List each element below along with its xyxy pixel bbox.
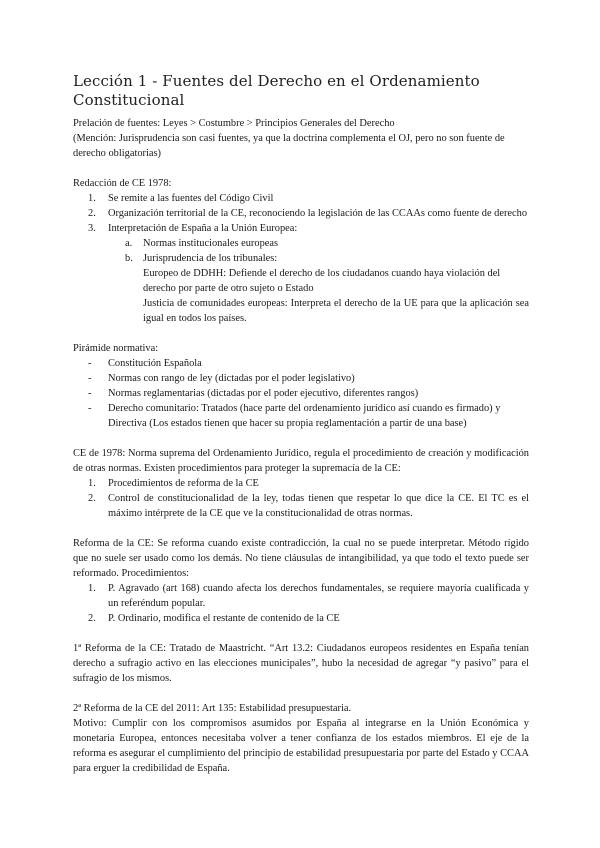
list-marker: b.	[125, 253, 133, 264]
primera-reforma-paragraph: 1ª Reforma de la CE: Tratado de Maastricht. “Art 13.2: Ciudadanos europeos residentes en España tenían derecho a sufragio activo en las elecciones municipales”, hubo la necesidad de agregar “y pasivo” para el sufragio de los mismos.	[73, 643, 529, 684]
list-marker: 1.	[88, 583, 96, 594]
list-marker: a.	[125, 238, 133, 249]
list-marker: 2.	[88, 208, 96, 219]
redaccion-sublist	[73, 236, 529, 266]
piramide-heading: Pirámide normativa:	[73, 343, 159, 354]
list-item	[73, 401, 529, 431]
list-item	[73, 371, 529, 386]
ce1978-list	[73, 476, 529, 521]
list-item	[73, 581, 529, 611]
sub-list-item	[73, 236, 529, 251]
prelacion-line: Prelación de fuentes: Leyes > Costumbre > Principios Generales del Derecho	[73, 118, 395, 129]
list-item-text: Jurisprudencia de los tribunales:	[143, 253, 278, 264]
list-marker: 3.	[88, 223, 96, 234]
list-marker: -	[88, 373, 92, 384]
reforma-list	[73, 581, 529, 626]
list-marker: -	[88, 358, 92, 369]
piramide-list	[73, 356, 529, 431]
list-item-text: Organización territorial de la CE, reconociendo la legislación de las CCAAs como fuente de derecho	[108, 208, 528, 219]
list-item	[73, 476, 529, 491]
list-item-text: P. Ordinario, modifica el restante de contenido de la CE	[108, 613, 340, 624]
list-item-text: Control de constitucionalidad de la ley, todas tienen que respetar lo que dice la CE. El TC es el máximo intérprete de la CE que ve la constitucionalidad de otras normas.	[108, 493, 529, 519]
list-item-text: Derecho comunitario: Tratados (hace parte del ordenamiento jurídico así cuando es firmado) y Directiva (Los estados tienen que hacer su propia reglamentación a partir de una base)	[108, 403, 501, 429]
segunda-reforma-heading: 2ª Reforma de la CE del 2011: Art 135: Estabilidad presupuestaria.	[73, 703, 352, 714]
list-marker: 2.	[88, 493, 96, 504]
redaccion-list	[73, 191, 529, 236]
list-item-text: Se remite a las fuentes del Código Civil	[108, 193, 274, 204]
list-item-text: Constitución Española	[108, 358, 202, 369]
list-item-text: Normas reglamentarias (dictadas por el poder ejecutivo, diferentes rangos)	[108, 388, 419, 399]
tribunal-justicia-ue: Justicia de comunidades europeas: Interpreta el derecho de la UE para que la aplicación sea igual en todos los países.	[143, 298, 529, 324]
list-marker: 2.	[88, 613, 96, 624]
list-marker: 1.	[88, 478, 96, 489]
list-item	[73, 611, 529, 626]
sub-list-item	[73, 251, 529, 266]
document-body	[73, 72, 529, 776]
page-title: Lección 1 - Fuentes del Derecho en el Ordenamiento Constitucional	[73, 72, 480, 109]
list-item	[73, 191, 529, 206]
list-item	[73, 491, 529, 521]
list-item	[73, 386, 529, 401]
list-item-text: P. Agravado (art 168) cuando afecta los derechos fundamentales, se requiere mayoría cualificada y un referéndum popular.	[108, 583, 529, 609]
mencion-note: (Mención: Jurisprudencia son casi fuentes, ya que la doctrina complementa el OJ, pero no son fuente de derecho obligatorias)	[73, 133, 505, 159]
list-marker: -	[88, 403, 92, 414]
list-item	[73, 221, 529, 236]
ce1978-paragraph: CE de 1978: Norma suprema del Ordenamiento Jurídico, regula el procedimiento de creación y modificación de otras normas. Existen procedimientos para proteger la supremacía de la CE:	[73, 448, 529, 474]
tribunal-europeo-ddhh: Europeo de DDHH: Defiende el derecho de los ciudadanos cuando haya violación del derecho por parte de otro sujeto o Estado	[143, 268, 501, 294]
list-item-text: Normas institucionales europeas	[143, 238, 279, 249]
list-item-text: Procedimientos de reforma de la CE	[108, 478, 259, 489]
list-item-text: Normas con rango de ley (dictadas por el poder legislativo)	[108, 373, 355, 384]
list-marker: 1.	[88, 193, 96, 204]
list-item	[73, 206, 529, 221]
reforma-paragraph: Reforma de la CE: Se reforma cuando existe contradicción, la cual no se puede interpretar. Método rígido que no suele ser usado como los demás. No tiene cláusulas de intangibilidad, ya que todo el texto puede ser reformado. Procedimientos:	[73, 538, 529, 579]
segunda-reforma-motivo: Motivo: Cumplir con los compromisos asumidos por España al integrarse en la Unión Económica y monetaria Europea, entonces necesitaba volver a tener confianza de los estados miembros. El eje de la reforma es asegurar el cumplimiento del principio de estabilidad presupuestaria por parte del Estado y CCAA para erguer la credibilidad de España.	[73, 718, 529, 774]
redaccion-heading: Redacción de CE 1978:	[73, 178, 172, 189]
list-marker: -	[88, 388, 92, 399]
list-item-text: Interpretación de España a la Unión Europea:	[108, 223, 298, 234]
list-item	[73, 356, 529, 371]
